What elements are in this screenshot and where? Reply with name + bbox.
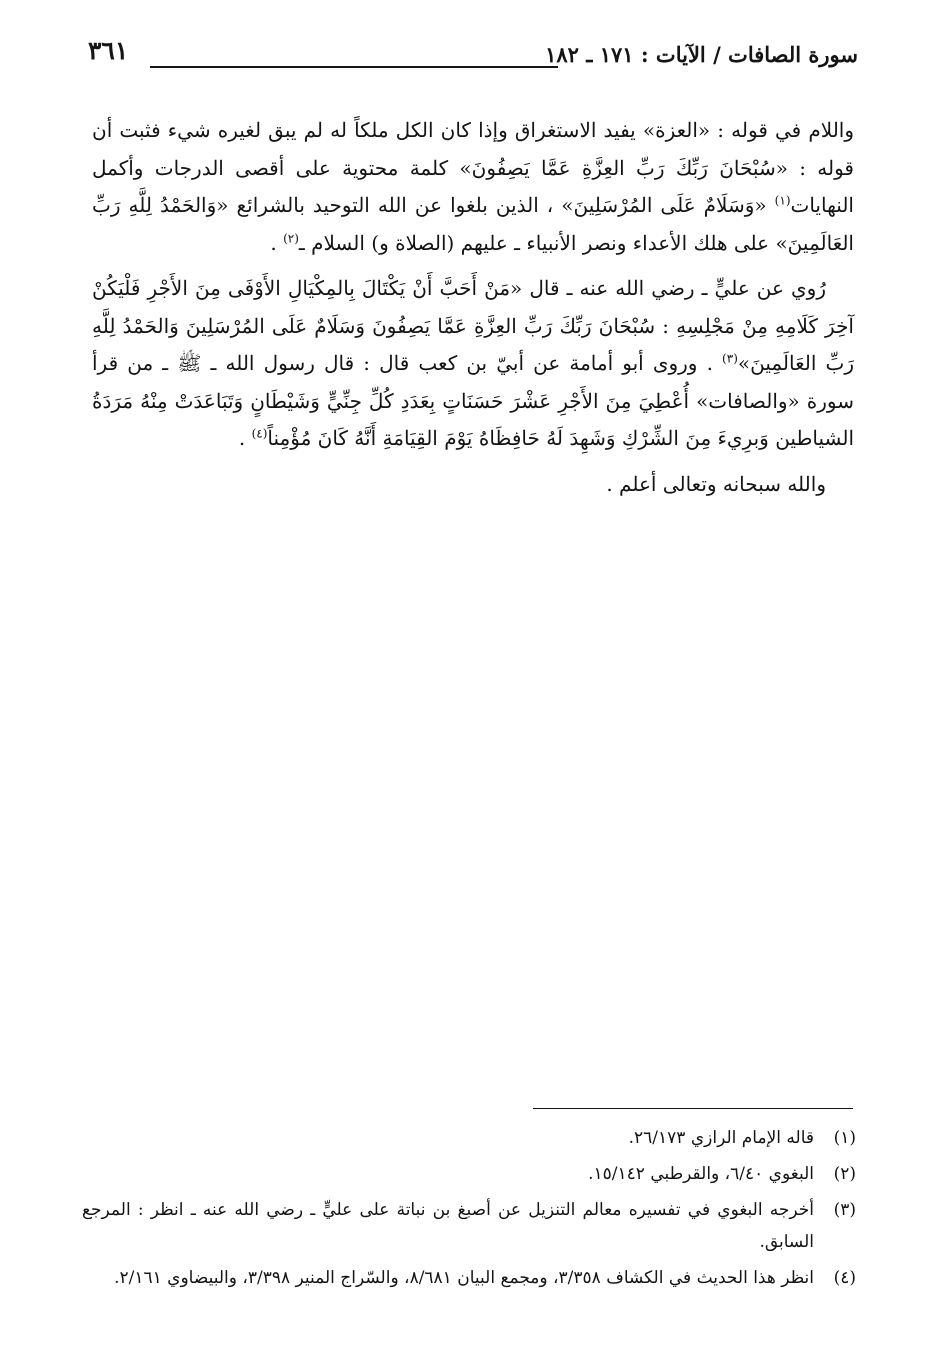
footnote-ref: (٣) (722, 351, 738, 366)
closing-line: والله سبحانه وتعالى أعلم . (606, 471, 826, 496)
page-number: ٣٦١ (88, 36, 129, 65)
paragraph-text: . وروى أبو أمامة عن أبيّ بن كعب قال : قال رسول الله ـ ﷺ ـ من قرأ سورة «والصافات» أُعْطِيَ مِنَ الأَجْرِ عَشْرَ حَسَنَاتٍ بِعَدَدِ كُلِّ جِنِّيٍّ وَشَيْطَانٍ وَتَبَاعَدَتْ مِنْهُ مَرَدَةُ الشياطين وَبرِيءَ مِنَ الشِّرْكِ وَشَهِدَ لَهُ حَافِظَاهُ يَوْمَ القِيَامَةِ أَنَّهُ كَانَ مُؤْمِناً (92, 351, 854, 450)
footnote-separator (533, 1108, 853, 1109)
header-rule (150, 66, 558, 68)
footnote-text: قاله الإمام الرازي ٢٦/١٧٣. (628, 1128, 814, 1148)
footnote-item (82, 1122, 856, 1154)
paragraph-text: . (238, 426, 252, 450)
main-text (92, 112, 854, 511)
footnote-item (82, 1194, 856, 1258)
footnote-ref: (٢) (283, 230, 299, 245)
running-title: سورة الصافات / الآيات : ١٧١ ـ ١٨٢ (545, 42, 858, 67)
paragraph-text: «وَسَلَامٌ عَلَى المُرْسَلِينَ» ، الذين بلغوا عن الله التوحيد بالشرائع «وَالحَمْدُ لِلَّهِ رَبِّ العَالَمِينَ» على هلك الأعداء ونصر الأنبياء ـ عليهم (الصلاة و) السلام ـ (92, 193, 854, 255)
footnote-number: (٤) (833, 1268, 856, 1288)
footnote-text: البغوي ٦/٤٠، والقرطبي ١٥/١٤٢. (588, 1164, 814, 1184)
page-header (88, 28, 858, 78)
footnote-text: أخرجه البغوي في تفسيره معالم التنزيل عن أصبغ بن نباتة على عليٍّ ـ رضي الله عنه ـ انظر : المرجع السابق. (82, 1200, 814, 1252)
footnote-number: (٢) (833, 1164, 856, 1184)
footnotes (82, 1122, 856, 1298)
footnote-item (82, 1158, 856, 1190)
footnote-text: انظر هذا الحديث في الكشاف ٣/٣٥٨، ومجمع البيان ٨/٦٨١، والسّراج المنير ٣/٣٩٨، والبيضاوي ٢/١٦١. (114, 1268, 814, 1288)
paragraph-text: . (270, 230, 284, 255)
footnote-item (82, 1262, 856, 1294)
paragraph-text: رُوي عن عليٍّ ـ رضي الله عنه ـ قال «مَنْ أَحَبَّ أَنْ يَكْتَالَ بِالمِكْيَالِ الأَوْفَى مِنَ الأَجْرِ فَلْيَكُنْ آخِرَ كَلَامِهِ مِنْ مَجْلِسِهِ : سُبْحَانَ رَبِّكَ رَبِّ العِزَّةِ عَمَّا يَصِفُونَ وَسَلَامٌ عَلَى المُرْسَلِينَ وَالحَمْدُ لِلَّهِ رَبِّ العَالَمِينَ» (92, 276, 855, 375)
footnote-ref: (١) (774, 193, 791, 208)
paragraph-text: واللام في قوله : «العزة» يفيد الاستغراق وإذا كان الكل ملكاً له لم يبق لغيره شيء فثبت أن قوله : «سُبْحَانَ رَبِّكَ رَبِّ العِزَّةِ عَمَّا يَصِفُونَ» كلمة محتوية على أقصى الدرجات وأكمل النهايات (92, 118, 854, 217)
footnote-number: (١) (833, 1128, 856, 1148)
footnote-number: (٣) (833, 1200, 856, 1220)
footnote-ref: (٤) (251, 426, 268, 441)
paragraph-2 (92, 270, 854, 458)
paragraph-1 (92, 112, 854, 262)
